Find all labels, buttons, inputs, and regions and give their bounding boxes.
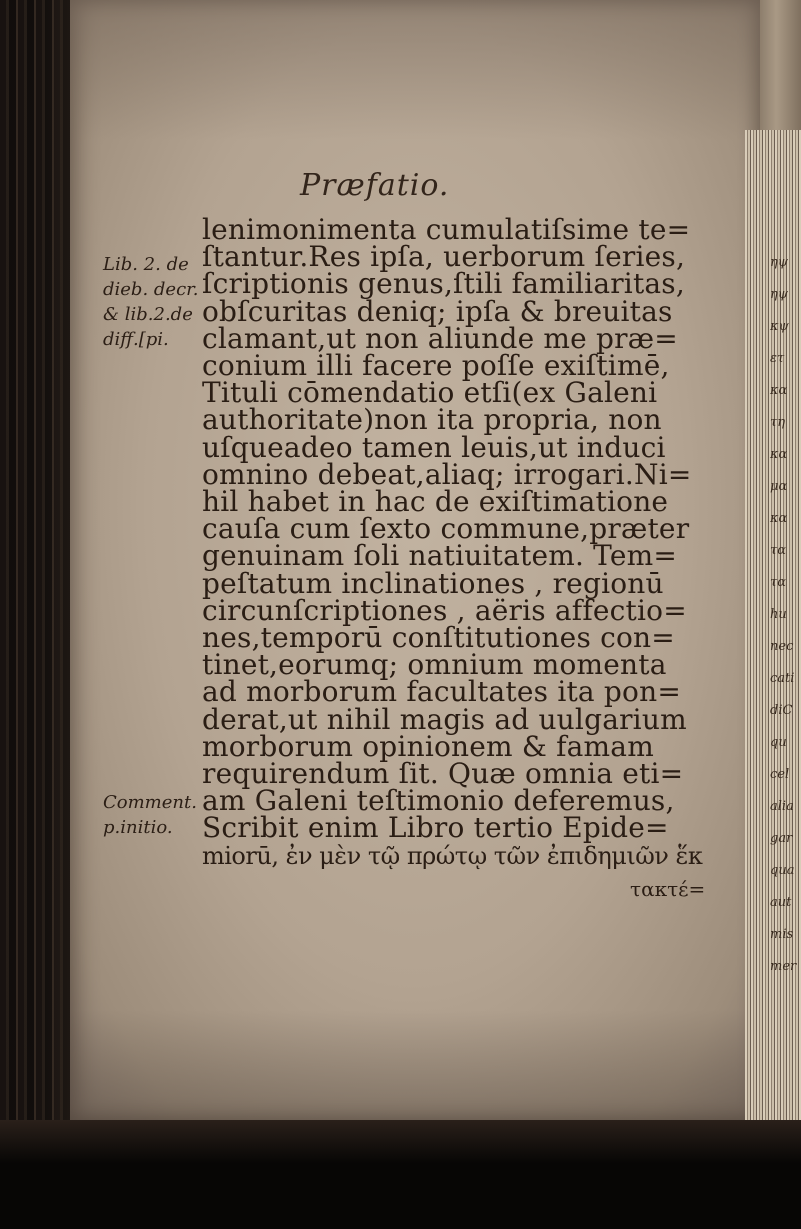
body-line: lenimonimenta cumulatiſsime te=	[202, 213, 691, 246]
body-line: nes,temporū conſtitutiones con=	[202, 621, 675, 654]
body-line: genuinam ſoli natiuitatem. Tem=	[202, 539, 678, 573]
body-line: miorū, ἐν μὲν τῷ πρώτῳ τῶν ἐπιδημιῶν ἕκ	[202, 841, 703, 870]
right-fragment: τα	[770, 543, 786, 558]
margin-note-line: dieb. decr.	[103, 279, 199, 300]
body-line: clamant,ut non aliunde me præ=	[202, 321, 678, 355]
page-bottom-shadow	[70, 1010, 760, 1120]
body-line: obſcuritas deniq; ipſa & breuitas	[202, 294, 673, 328]
right-fragment: alia	[770, 799, 794, 814]
right-fragment: κα	[770, 511, 788, 526]
right-fragment: τη	[770, 415, 785, 430]
margin-note-line: Comment.	[103, 792, 197, 813]
margin-note-line: & lib.2.de	[103, 304, 193, 325]
body-line: Tituli cōmendatio etſi(ex Galeni	[202, 376, 658, 410]
body-line: ſcriptionis genus,ſtili familiaritas,	[202, 267, 685, 301]
catchword: τακτέ=	[630, 877, 706, 901]
right-fragment: τα	[770, 575, 786, 590]
body-line: derat,ut nihil magis ad uulgarium	[202, 702, 687, 736]
margin-note	[103, 790, 197, 840]
right-fragment: κα	[770, 447, 788, 462]
right-fragment: cati	[770, 671, 795, 686]
body-line: hil habet in hac de exiſtimatione	[202, 485, 669, 518]
body-line: ſtantur.Res ipſa, uerborum ſeries,	[202, 240, 686, 274]
page-top-shadow	[70, 0, 760, 140]
right-fragment: mis	[770, 927, 794, 942]
bottom-shadow	[0, 1120, 801, 1229]
body-line: authoritate)non ita propria, non	[202, 403, 662, 437]
body-line: ad morborum facultates ita pon=	[202, 675, 682, 709]
right-fragment: hu	[770, 607, 787, 622]
margin-note-line: p.initio.	[103, 817, 173, 838]
right-fragment: qua	[770, 863, 795, 878]
page-header: Præfatio.	[300, 168, 450, 203]
right-fragment: aut	[770, 895, 792, 910]
body-line: Scribit enim Libro tertio Epide=	[202, 811, 669, 845]
body-line: uſqueadeo tamen leuis,ut induci	[202, 430, 666, 464]
right-fragment: κα	[770, 383, 788, 398]
margin-note-line: Lib. 2. de	[103, 254, 189, 275]
right-fragment: qu	[770, 735, 787, 750]
page-stack-edges	[745, 130, 801, 1140]
right-fragment: κψ	[770, 319, 789, 334]
right-fragment: μα	[770, 479, 788, 494]
margin-note	[103, 252, 199, 352]
margin-note-line: diff.[pi.	[103, 329, 169, 350]
body-line: conium illi facere poſſe exiſtimē,	[202, 349, 670, 382]
right-fragment: mer	[770, 959, 797, 974]
right-fragment: ετ	[770, 351, 785, 366]
body-line: am Galeni teſtimonio deferemus,	[202, 784, 675, 818]
right-fragment: nec	[770, 639, 794, 654]
right-fragment: gar	[770, 831, 793, 846]
right-fragment: cel	[770, 767, 790, 782]
right-fragment: diC	[770, 703, 793, 718]
body-line: morborum opinionem & famam	[202, 729, 654, 763]
body-line: cauſa cum ſexto commune,præter	[202, 512, 690, 546]
right-fragment: ηψ	[770, 255, 788, 270]
body-line: omnino debeat,aliaq; irrogari.Ni=	[202, 457, 692, 491]
body-line: requirendum ſit. Quæ omnia eti=	[202, 757, 684, 790]
right-fragment: ηψ	[770, 287, 788, 302]
body-line: circunſcriptiones , aëris affectio=	[202, 593, 687, 627]
body-line: tinet,eorumq; omnium momenta	[202, 648, 667, 682]
body-line: peſtatum inclinationes , regionū	[202, 566, 664, 600]
